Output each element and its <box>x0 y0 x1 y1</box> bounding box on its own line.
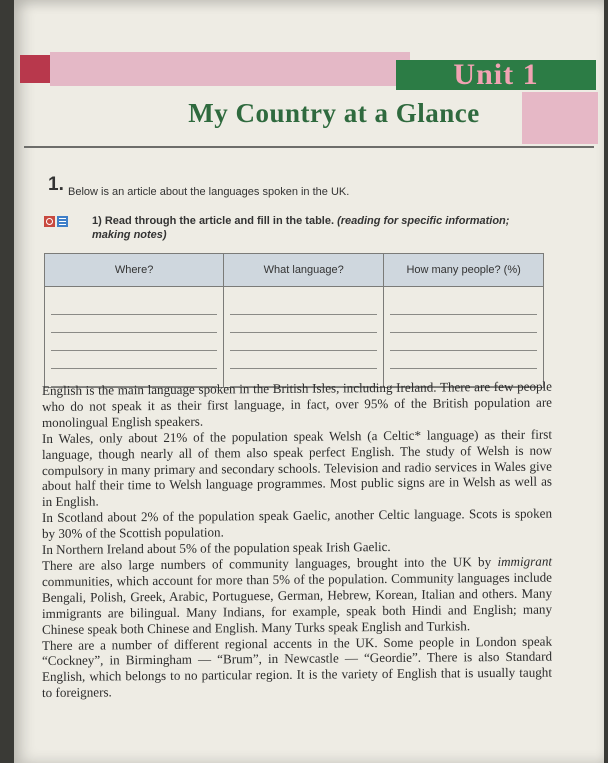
header-pink-band <box>50 52 410 86</box>
audio-disc-icon <box>44 216 55 227</box>
header-language: What language? <box>224 254 384 287</box>
unit-label: Unit 1 <box>396 60 596 90</box>
blank-line <box>51 333 217 351</box>
book-icon <box>57 216 68 227</box>
exercise-instruction: Below is an article about the languages spoken in the UK. <box>68 186 350 198</box>
article-paragraph: In Northern Ireland about 5% of the population speak Irish Gaelic. <box>42 539 391 558</box>
people-cell[interactable] <box>384 287 544 388</box>
blank-line <box>390 333 537 351</box>
header-where: Where? <box>45 254 224 287</box>
task-instruction <box>92 214 544 242</box>
article-paragraph: In Wales, only about 21% of the population speak Welsh (a Celtic* language) as their first language, though nearly all of them also speak perfect English. The study of Welsh is now compulsory in many primary and secondary schools. Television and radio services in Wales give about half their time to Welsh language programmes. Most public signs are in Welsh as well as in English. <box>42 426 552 510</box>
fill-in-table <box>44 253 544 388</box>
blank-line <box>390 315 537 333</box>
blank-line <box>390 351 537 369</box>
title-divider <box>24 146 594 148</box>
where-cell[interactable] <box>45 287 224 388</box>
article-paragraph: There are also large numbers of community languages, brought into the UK by immigrant communities, which account for more than 5% of the population. Community languages include Bengali, Polish, Greek, Arabic, Portuguese, German, Hebrew, Korean, Italian and others. Many immigrants are bilingual. Many Indians, for example, speak both Hindi and English; many Chinese speak both Chinese and English. Many Turks speak English and Turkish. <box>42 553 552 637</box>
blank-line <box>51 315 217 333</box>
emphasized-word: immigrant <box>497 553 552 569</box>
article-paragraph: In Scotland about 2% of the population speak Gaelic, another Celtic language. Scots is spoken by 30% of the Scottish population. <box>42 505 552 542</box>
blank-line <box>390 297 537 315</box>
exercise-number: 1. <box>48 174 64 195</box>
blank-line <box>230 297 377 315</box>
task-main: 1) Read through the article and fill in the table. <box>92 215 335 227</box>
article-paragraph: English is the main language spoken in the British Isles, including Ireland. There are few people who do not speak it as their first language, in fact, over 95% of the British population are monolingual English speakers. <box>42 378 552 430</box>
page-title: My Country at a Glance <box>188 98 480 128</box>
blank-line <box>51 351 217 369</box>
article-text <box>42 379 552 702</box>
language-cell[interactable] <box>224 287 384 388</box>
header-accent-left <box>20 55 50 83</box>
task-icons <box>44 216 68 227</box>
article-paragraph: There are a number of different regional accents in the UK. Some people in London speak “Cockney”, in Birmingham — “Brum”, in Newcastle — “Geordie”. There is also Standard English, which belongs to no particular region. It is the variety of English that is usually taught to foreigners. <box>42 633 552 701</box>
blank-line <box>51 297 217 315</box>
blank-line <box>230 333 377 351</box>
textbook-page <box>14 0 604 763</box>
blank-line <box>230 315 377 333</box>
blank-line <box>230 351 377 369</box>
task-hint: (reading for specific information; making notes) <box>92 215 510 241</box>
header-people: How many people? (%) <box>384 254 544 287</box>
